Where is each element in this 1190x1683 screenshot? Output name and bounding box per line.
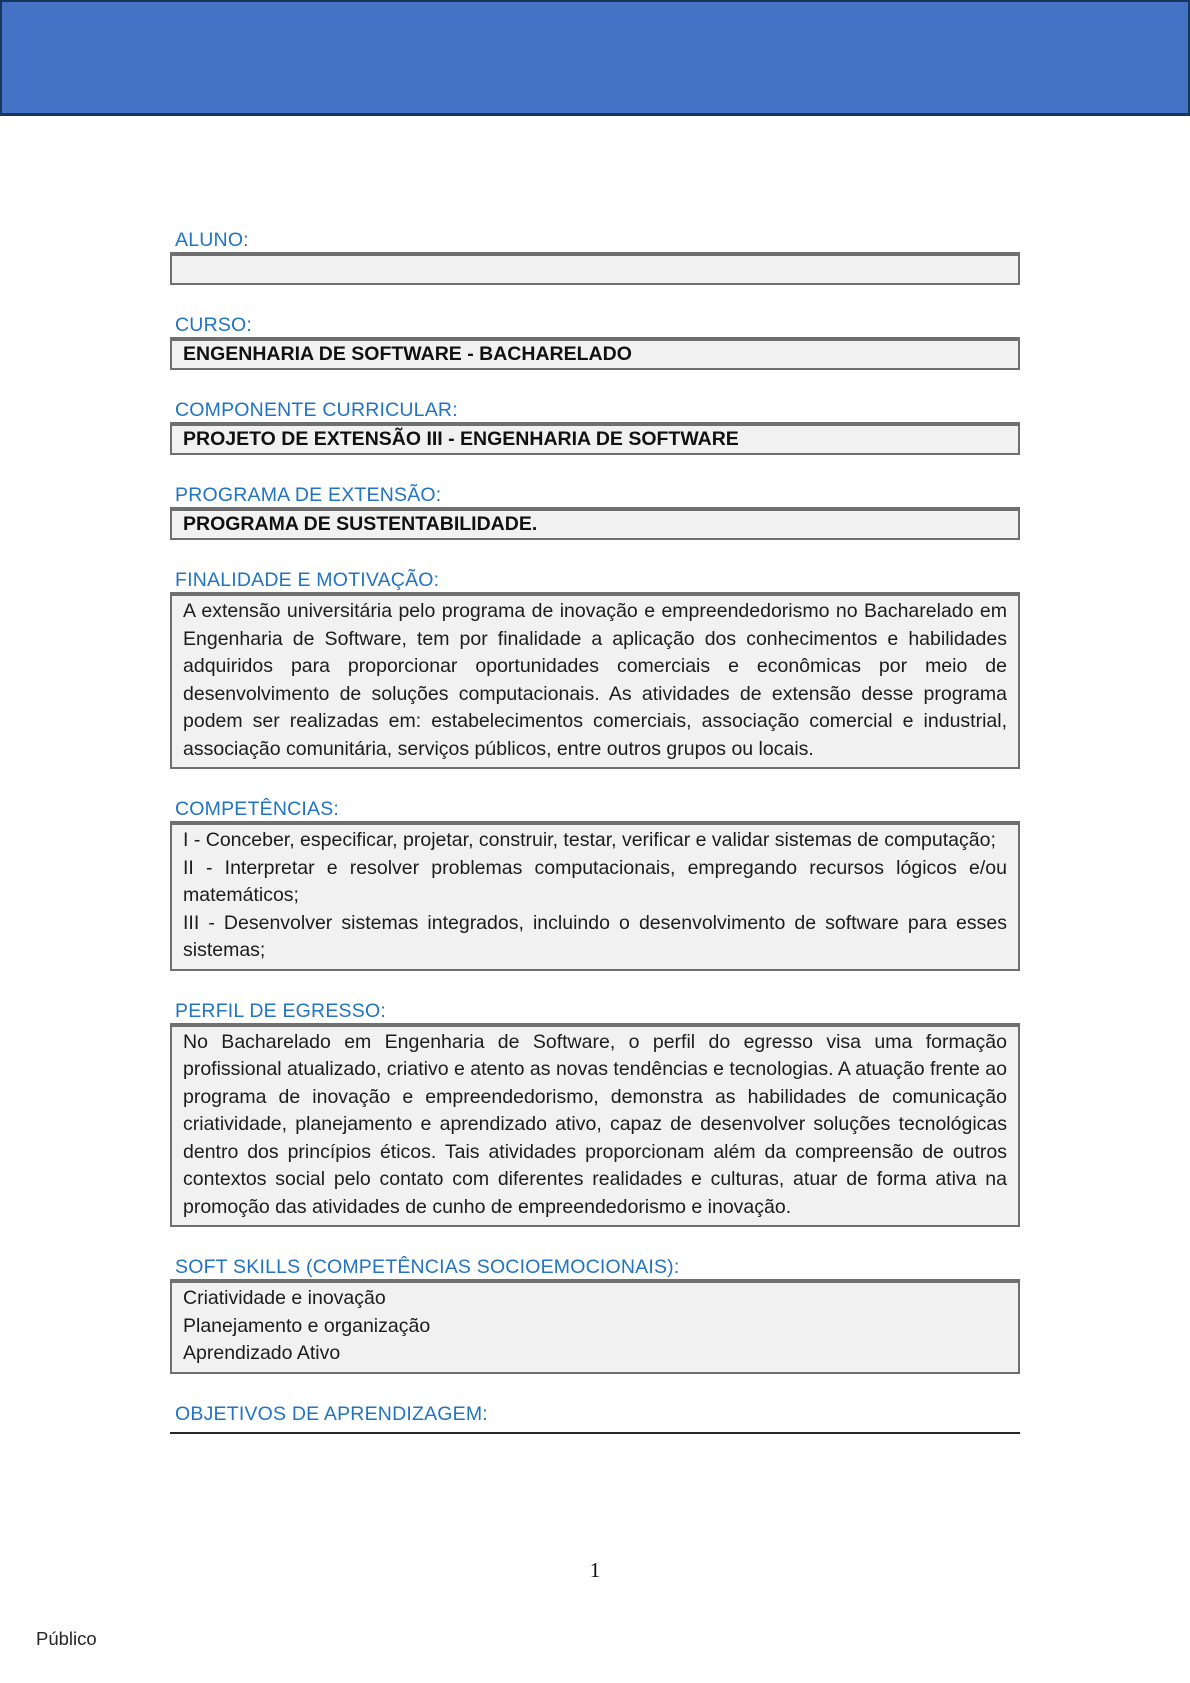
competencia-item-3: III - Desenvolver sistemas integrados, incluindo o desenvolvimento de software para esses sistemas; [183, 911, 1007, 961]
section-programa-extensao [170, 483, 1020, 540]
section-competencias [170, 797, 1020, 971]
page-number: 1 [589, 1558, 601, 1582]
header-band [0, 0, 1190, 116]
perfil-egresso-label: PERFIL DE EGRESSO: [175, 999, 386, 1022]
finalidade-motivacao-label: FINALIDADE E MOTIVAÇÃO: [175, 569, 440, 591]
section-curso [170, 313, 1020, 370]
form-content [170, 228, 1020, 1462]
section-finalidade-motivacao [170, 568, 1020, 769]
soft-skill-item-1: Criatividade e inovação [183, 1287, 386, 1309]
objetivos-aprendizagem-label: OBJETIVOS DE APRENDIZAGEM: [175, 1402, 488, 1425]
aluno-label: ALUNO: [175, 229, 249, 251]
soft-skill-item-2: Planejamento e organização [183, 1314, 431, 1337]
perfil-egresso-text: No Bacharelado em Engenharia de Software, o perfil do egresso visa uma formação profissional atualizado, criativo e atento as novas tendências e tecnologias. A atuação frente ao programa de inovação e empreendedorismo, demonstra as habilidades de comunicação criatividade, planejamento e aprendizado ativo, capaz de desenvolver soluções tecnológicas dentro dos princípios éticos. Tais atividades proporcionam além da compreensão de outros contextos social pelo contato com diferentes realidades e culturas, atuar de forma ativa na promoção das atividades de cunho de empreendedorismo e inovação. [170, 1023, 1020, 1228]
competencias-list [170, 821, 1020, 971]
competencias-label: COMPETÊNCIAS: [175, 798, 340, 820]
soft-skills-label: SOFT SKILLS (COMPETÊNCIAS SOCIOEMOCIONAIS): [175, 1256, 680, 1278]
section-soft-skills [170, 1255, 1020, 1374]
competencia-item-1: I - Conceber, especificar, projetar, construir, testar, verificar e validar sistemas de computação; [183, 829, 996, 851]
classification-footer: Público [36, 1628, 97, 1649]
finalidade-motivacao-text: A extensão universitária pelo programa de inovação e empreendedorismo no Bacharelado em Engenharia de Software, tem por finalidade a aplicação dos conhecimentos e habilidades adquiridos para proporcionar oportunidades comerciais e econômicas por meio de desenvolvimento de soluções computacionais. As atividades de extensão desse programa podem ser realizadas em: estabelecimentos comerciais, associação comercial e industrial, associação comunitária, serviços públicos, entre outros grupos ou locais. [170, 592, 1020, 769]
soft-skills-list [170, 1279, 1020, 1374]
componente-curricular-label: COMPONENTE CURRICULAR: [175, 399, 458, 421]
aluno-input-field[interactable] [170, 252, 1020, 285]
soft-skill-item-3: Aprendizado Ativo [183, 1342, 341, 1364]
programa-extensao-value: PROGRAMA DE SUSTENTABILIDADE. [170, 507, 1020, 540]
section-objetivos-aprendizagem [170, 1402, 1020, 1434]
section-aluno [170, 228, 1020, 285]
curso-label: CURSO: [175, 314, 253, 336]
section-perfil-egresso [170, 999, 1020, 1228]
competencia-item-2: II - Interpretar e resolver problemas computacionais, empregando recursos lógicos e/ou matemáticos; [183, 856, 1007, 906]
programa-extensao-label: PROGRAMA DE EXTENSÃO: [175, 484, 442, 506]
componente-curricular-value: PROJETO DE EXTENSÃO III - ENGENHARIA DE SOFTWARE [170, 422, 1020, 455]
section-componente-curricular [170, 398, 1020, 455]
curso-value: ENGENHARIA DE SOFTWARE - BACHARELADO [170, 337, 1020, 370]
